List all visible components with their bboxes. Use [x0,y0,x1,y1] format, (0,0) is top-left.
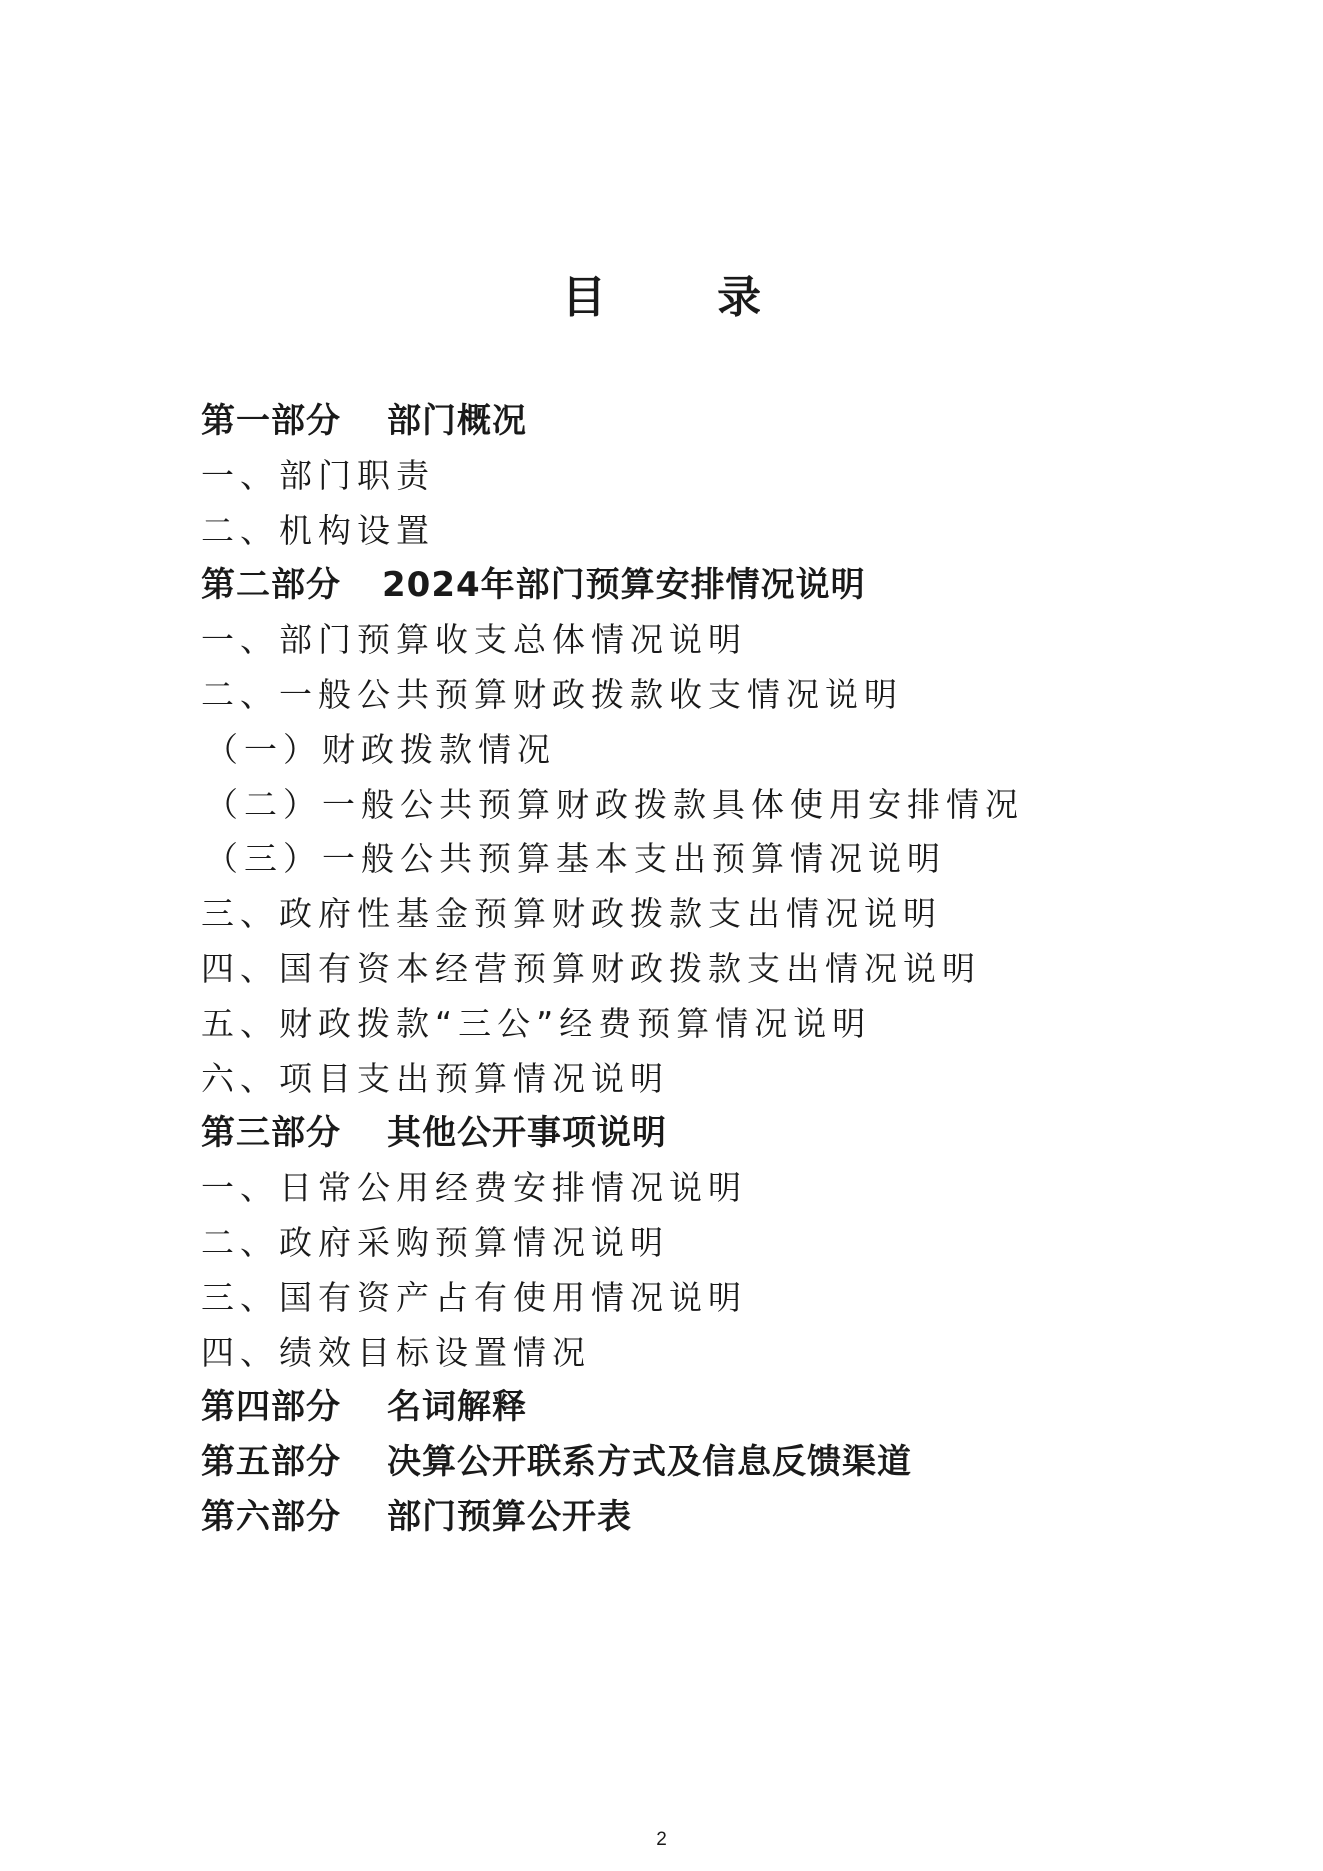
toc-item[interactable]: 三、国有资产占有使用情况说明 [201,1277,747,1317]
toc-part-3[interactable] [201,1106,1201,1161]
toc-item[interactable]: 一、部门预算收支总体情况说明 [201,620,747,660]
part-number: 第六部分 [201,1496,341,1537]
page-title: 目 录 [561,272,810,323]
part-title: 部门概况 [387,401,527,441]
page-number: 2 [656,1829,667,1850]
part-title: 部门预算公开表 [387,1496,632,1537]
part-number: 第一部分 [201,401,341,441]
part-title: 2024年部门预算安排情况说明 [382,565,866,606]
toc-item[interactable]: 四、国有资本经营预算财政拨款支出情况说明 [201,948,981,988]
part-title: 其他公开事项说明 [387,1113,667,1154]
toc-part-5[interactable] [201,1435,1201,1490]
toc-part-4[interactable] [201,1380,1201,1435]
part-number: 第三部分 [201,1113,341,1154]
toc-item[interactable]: 五、财政拨款“三公”经费预算情况说明 [201,1003,872,1043]
toc-item[interactable]: 一、日常公用经费安排情况说明 [201,1168,747,1208]
toc-subitem[interactable]: （一）财政拨款情况 [205,729,556,769]
toc-item[interactable]: 二、一般公共预算财政拨款收支情况说明 [201,674,903,714]
toc-part-1[interactable] [201,394,1201,449]
part-number: 第二部分 [201,565,341,606]
toc-item[interactable]: 六、项目支出预算情况说明 [201,1058,669,1098]
toc-item[interactable]: 一、部门职责 [201,455,435,495]
part-number: 第五部分 [201,1442,341,1483]
part-title: 名词解释 [387,1387,527,1428]
toc-subitem[interactable]: （二）一般公共预算财政拨款具体使用安排情况 [205,784,1024,824]
part-number: 第四部分 [201,1387,341,1428]
toc-part-2[interactable] [201,558,1201,613]
toc-item[interactable]: 二、政府采购预算情况说明 [201,1222,669,1262]
table-of-contents [201,394,1201,1545]
toc-item[interactable]: 四、绩效目标设置情况 [201,1332,591,1372]
toc-subitem[interactable]: （三）一般公共预算基本支出预算情况说明 [205,839,946,879]
part-title: 决算公开联系方式及信息反馈渠道 [387,1442,912,1483]
toc-part-6[interactable] [201,1490,1201,1545]
toc-item[interactable]: 二、机构设置 [201,510,435,550]
toc-item[interactable]: 三、政府性基金预算财政拨款支出情况说明 [201,894,942,934]
